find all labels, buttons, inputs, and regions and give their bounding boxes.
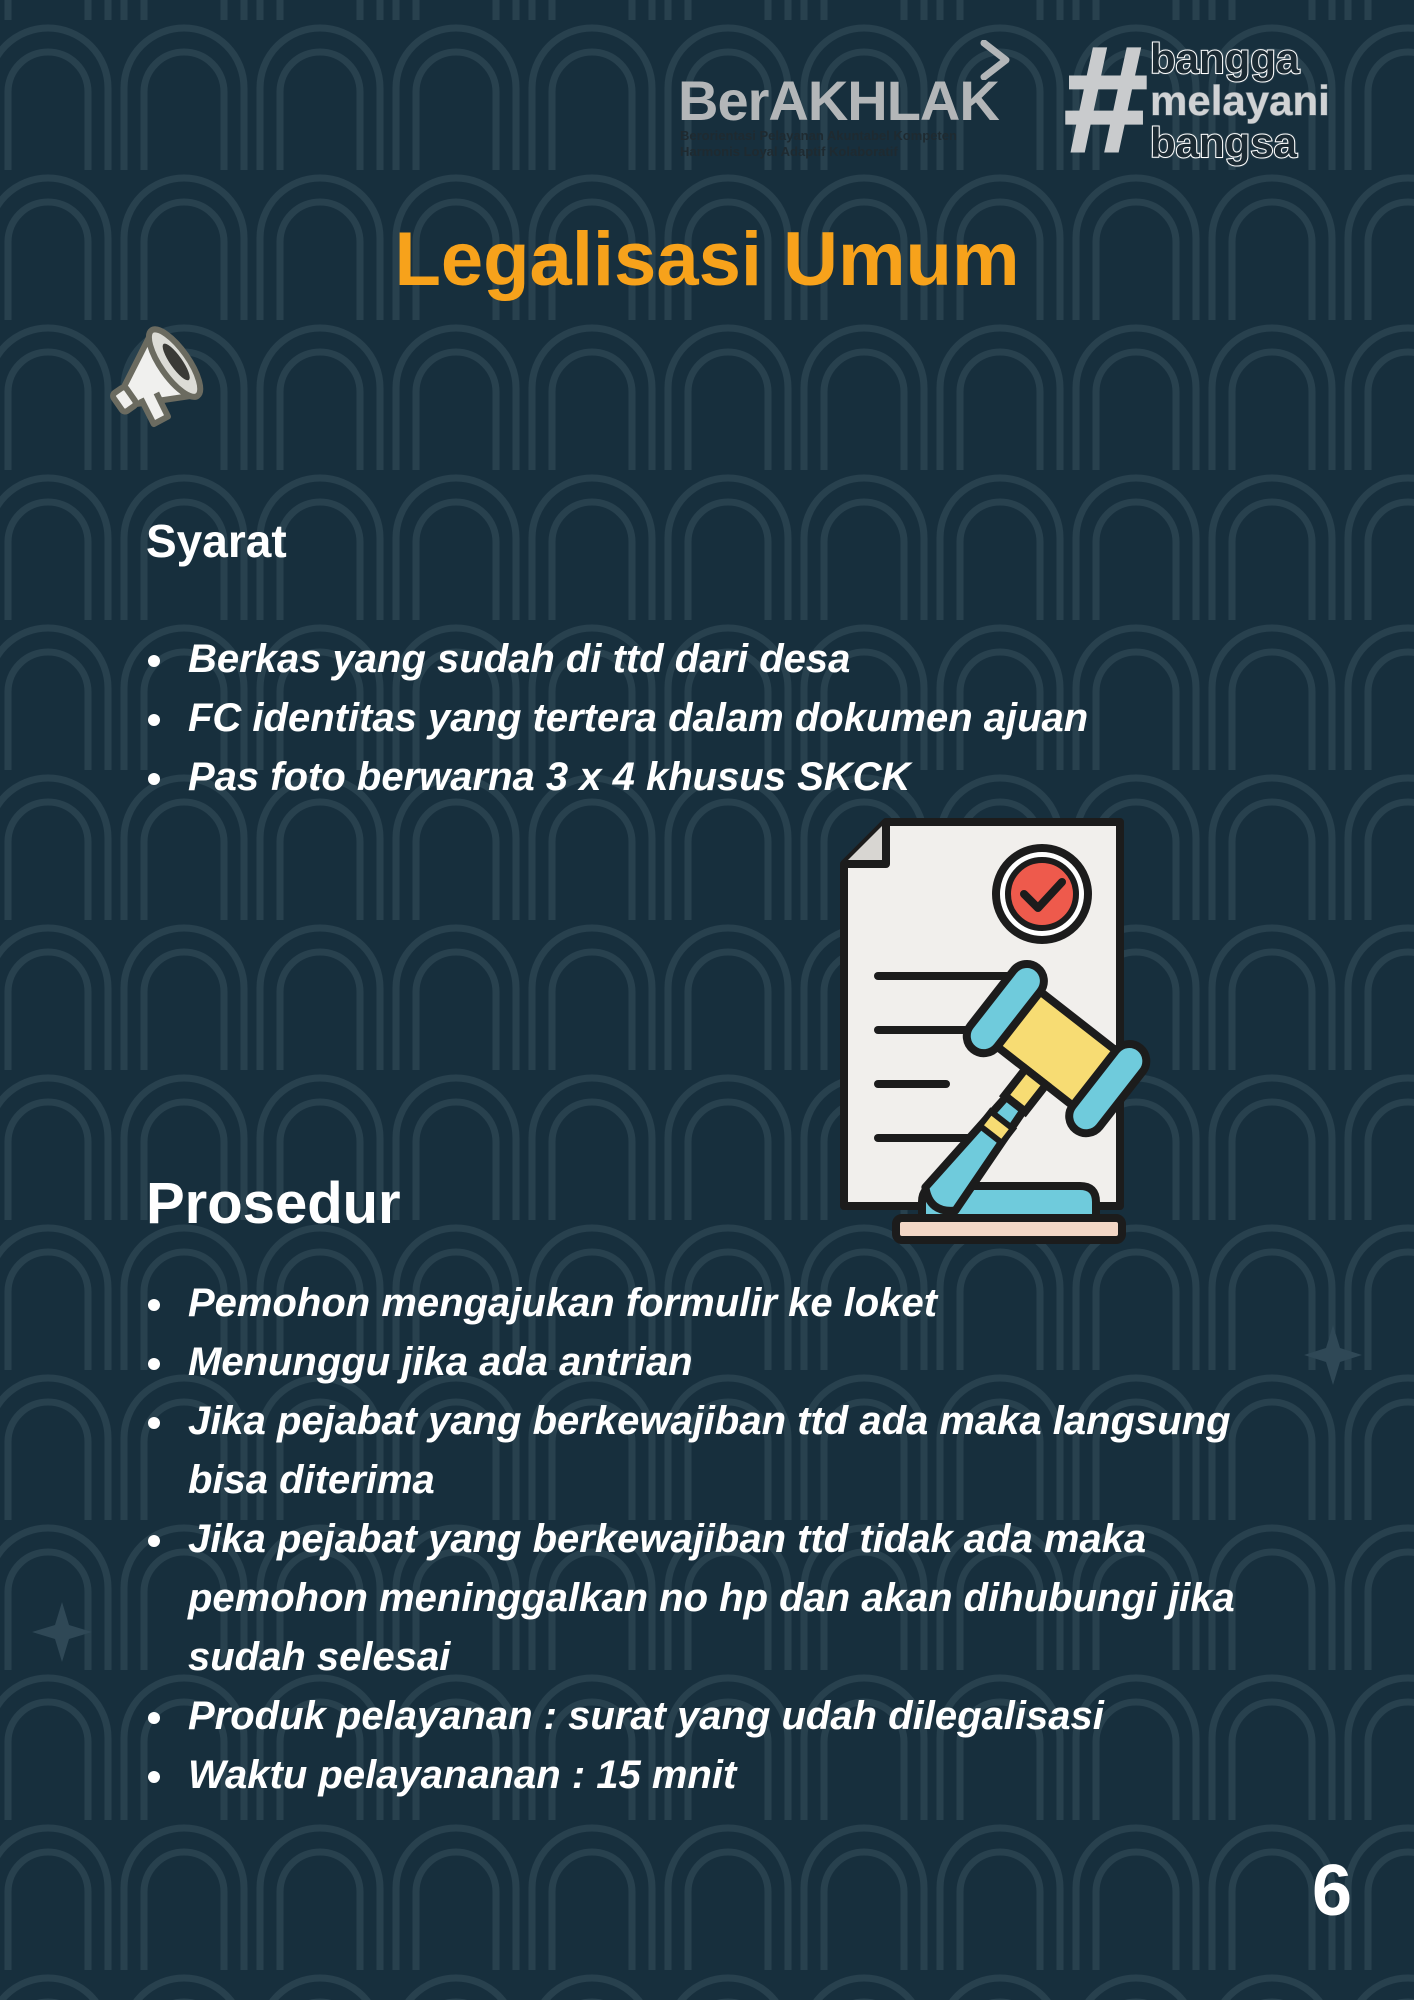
berakhlak-subtitle [680, 128, 957, 160]
syarat-heading: Syarat [146, 515, 287, 567]
document-gavel-illustration [836, 816, 1286, 1246]
berakhlak-wordmark: BerAKHLAK [678, 69, 999, 132]
page-number: 6 [1311, 1851, 1352, 1931]
list-item: Produk pelayanan : surat yang udah dilegalisasi [146, 1687, 1286, 1746]
list-item: Berkas yang sudah di ttd dari desa [146, 630, 1266, 689]
bangga-line2: melayani [1150, 77, 1330, 124]
prosedur-list [146, 1274, 1286, 1805]
list-item: Jika pejabat yang berkewajiban ttd ada maka langsung bisa diterima [146, 1392, 1286, 1510]
prosedur-heading: Prosedur [146, 1171, 401, 1236]
list-item: Menunggu jika ada antrian [146, 1333, 1286, 1392]
bangga-line3: bangsa [1150, 119, 1298, 166]
list-item: Jika pejabat yang berkewajiban ttd tidak ada maka pemohon meninggalkan no hp dan akan dihubungi jika sudah selesai [146, 1510, 1286, 1687]
list-item: Waktu pelayananan : 15 mnit [146, 1746, 1286, 1805]
berakhlak-logo [678, 38, 1018, 168]
hashtag-symbol: # [1062, 15, 1146, 183]
berakhlak-subtitle-line1: Berorientasi Pelayanan Akuntabel Kompeten [680, 128, 957, 143]
bangga-tagline [1150, 35, 1330, 166]
syarat-list [146, 630, 1266, 807]
list-item: FC identitas yang tertera dalam dokumen ajuan [146, 689, 1266, 748]
berakhlak-subtitle-line2: Harmonis Loyal Adaptif Kolaboratif [680, 144, 898, 159]
list-item: Pas foto berwarna 3 x 4 khusus SKCK [146, 748, 1266, 807]
list-item: Pemohon mengajukan formulir ke loket [146, 1274, 1286, 1333]
bangga-line1: bangga [1150, 35, 1300, 82]
megaphone-icon [100, 308, 218, 440]
bangga-melayani-bangsa-logo [1062, 15, 1352, 183]
page-title: Legalisasi Umum [394, 217, 1020, 302]
